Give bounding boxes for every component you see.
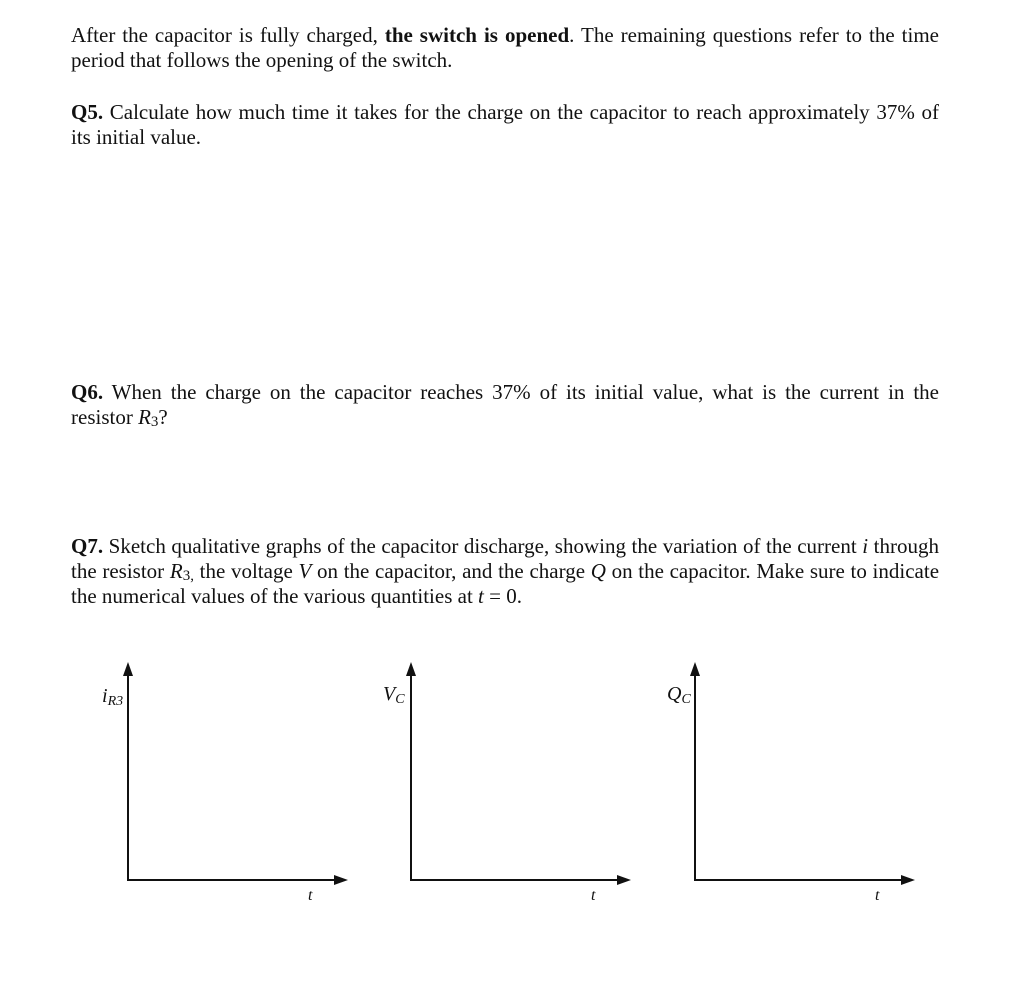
x-axis-arrow-icon — [334, 875, 348, 885]
axes-voltage-vc — [363, 660, 643, 910]
q5-text: Calculate how much time it takes for the charge on the capacitor to reach approximately 37% of its initial value. — [71, 100, 939, 149]
question-5 — [71, 100, 939, 150]
graph-charge-qc — [647, 660, 887, 910]
x-axis-arrow-icon — [617, 875, 631, 885]
y-axis-label — [667, 683, 691, 707]
q7-symbol-q: Q — [590, 559, 606, 583]
y-axis-label — [102, 685, 124, 709]
y-axis-arrow-icon — [690, 662, 700, 676]
q7-symbol-t: t — [478, 584, 484, 608]
q7-text-4: on the capacitor, and the charge — [311, 559, 591, 583]
q7-text-6: = 0. — [483, 584, 522, 608]
q7-text-2: through the resistor — [71, 534, 940, 583]
question-6 — [71, 380, 939, 430]
y-axis-subscript: R3 — [107, 694, 124, 709]
x-axis-label: t — [875, 887, 880, 904]
y-axis-arrow-icon — [406, 662, 416, 676]
q6-resistor-symbol: R — [138, 405, 151, 429]
intro-bold-text: the switch is opened — [384, 23, 570, 47]
y-axis-subscript: C — [395, 692, 405, 707]
y-axis-label — [383, 683, 405, 707]
q6-text: When the charge on the capacitor reaches 37% of its initial value, what is the current in the resistor — [71, 380, 939, 429]
x-axis-label: t — [308, 887, 313, 904]
intro-paragraph — [71, 23, 939, 73]
question-7 — [71, 534, 939, 609]
x-axis-label: t — [591, 887, 596, 904]
x-axis-arrow-icon — [901, 875, 915, 885]
q6-label: Q6. — [71, 380, 104, 404]
q7-text-5: on the capacitor. Make sure to indicate the numerical values of the various quantities at — [71, 559, 940, 608]
q7-text-1: Sketch qualitative graphs of the capacitor discharge, showing the variation of the current — [103, 534, 863, 558]
y-axis-subscript: C — [681, 692, 691, 707]
y-axis-arrow-icon — [123, 662, 133, 676]
intro-text-end: . The remaining questions refer to the time period that follows the opening of the switch. — [71, 23, 939, 72]
q7-symbol-v: V — [298, 559, 312, 583]
y-axis-symbol: Q — [667, 683, 682, 705]
graph-voltage-vc — [363, 660, 603, 910]
q7-symbol-i: i — [862, 534, 869, 558]
intro-text-start: After the capacitor is fully charged, — [71, 23, 385, 47]
q6-question-mark: ? — [158, 405, 168, 429]
q6-resistor-subscript: 3 — [150, 414, 159, 430]
q7-symbol-r-subscript: 3, — [182, 568, 194, 584]
graph-current-ir3 — [80, 660, 320, 910]
q5-label: Q5. — [71, 100, 104, 124]
q7-text-3: the voltage — [193, 559, 299, 583]
q7-label: Q7. — [71, 534, 104, 558]
q7-symbol-r: R — [169, 559, 183, 583]
y-axis-symbol: V — [383, 683, 396, 705]
y-axis-symbol: i — [102, 685, 108, 707]
